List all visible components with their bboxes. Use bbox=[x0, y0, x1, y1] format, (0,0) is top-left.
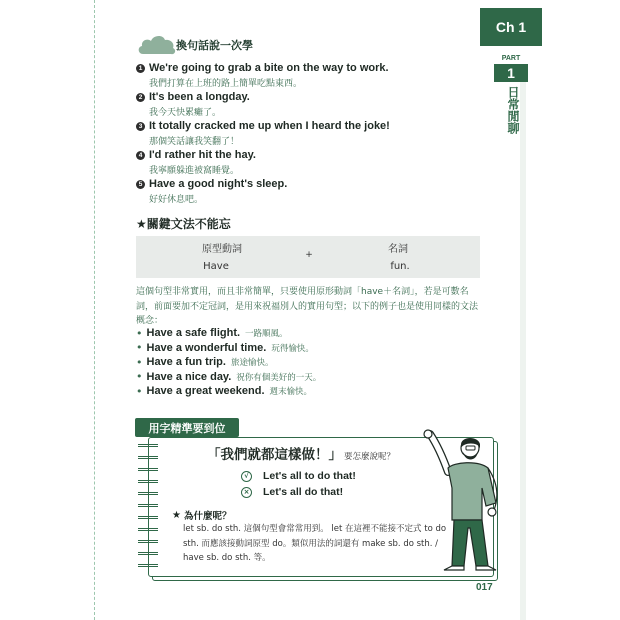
example-english: Have a fun trip. bbox=[146, 356, 226, 369]
number-badge: 1 bbox=[136, 64, 145, 73]
list-item bbox=[136, 384, 486, 399]
list-item bbox=[136, 91, 486, 120]
grammar-explanation: 這個句型非常實用，而且非常簡單，只要使用原形動詞「have＋名詞」，若是可數名詞，前面要加不定冠詞，是用來祝福別人的實用句型；以下的例子也是使用同樣的文法概念： bbox=[136, 287, 479, 326]
example-chinese: 一路順風。 bbox=[245, 329, 288, 340]
notebook-ring bbox=[138, 552, 158, 555]
grammar-col1-header: 原型動詞 bbox=[202, 244, 242, 255]
number-badge: 5 bbox=[136, 180, 145, 189]
section-title: 換句話說一次學 bbox=[176, 39, 253, 52]
example-english: Have a nice day. bbox=[146, 370, 232, 383]
list-item bbox=[136, 341, 486, 356]
sentence-english: It's been a longday. bbox=[149, 91, 250, 103]
example-chinese: 祝你有個美好的一天。 bbox=[236, 372, 322, 383]
part-stripe bbox=[520, 64, 526, 620]
sentence-list bbox=[136, 62, 486, 207]
list-item bbox=[136, 326, 486, 341]
notebook-ring bbox=[138, 504, 158, 507]
question-sub: 要怎麼說呢？ bbox=[344, 452, 396, 462]
number-badge: 3 bbox=[136, 122, 145, 131]
answer-correct bbox=[241, 470, 356, 482]
chapter-tab: Ch 1 bbox=[480, 8, 542, 46]
answer-wrong bbox=[241, 486, 343, 498]
section-heading-rephrase bbox=[137, 32, 253, 58]
example-list bbox=[136, 326, 486, 399]
part-title: 日常閒聊 bbox=[506, 86, 520, 134]
notebook-ring bbox=[138, 444, 158, 447]
list-item bbox=[136, 178, 486, 207]
cross-icon: × bbox=[241, 487, 252, 498]
list-item bbox=[136, 62, 486, 91]
list-item bbox=[136, 370, 486, 385]
notebook-ring bbox=[138, 564, 158, 567]
part-number: 1 bbox=[494, 64, 528, 82]
why-label: 為什麼呢？ bbox=[183, 511, 232, 522]
example-chinese: 玩得愉快。 bbox=[271, 343, 314, 354]
star-icon: ★ bbox=[172, 509, 181, 521]
list-item bbox=[136, 120, 486, 149]
grammar-col2-value: fun. bbox=[390, 261, 410, 272]
sentence-english: We're going to grab a bite on the way to work. bbox=[149, 62, 389, 74]
bullet-icon: • bbox=[136, 355, 143, 369]
notebook-ring bbox=[138, 456, 158, 459]
sentence-english: I'd rather hit the hay. bbox=[149, 149, 256, 161]
sentence-chinese: 我寧願躲進被窩睡覺。 bbox=[149, 166, 240, 176]
part-label: PART bbox=[501, 55, 521, 62]
notebook-ring bbox=[138, 492, 158, 495]
sentence-chinese: 好好休息吧。 bbox=[149, 195, 204, 205]
grammar-col1-value: Have bbox=[203, 261, 229, 272]
answer-correct-text: Let's all to do that! bbox=[263, 470, 356, 482]
usage-explanation: let sb. do sth. 這個句型會常常用到。 let 在這裡不能接不定式 to do sth. 而應該接動詞原型 do。類似用法的詞還有 make sb. do sth. / have sb. do sth. 等。 bbox=[183, 524, 447, 563]
grammar-title: ★關鍵文法不能忘 bbox=[136, 217, 231, 231]
sentence-chinese: 我今天快累癱了。 bbox=[149, 108, 222, 118]
plus-sign: + bbox=[305, 250, 313, 260]
example-english: Have a great weekend. bbox=[146, 385, 265, 398]
grammar-col2-header: 名詞 bbox=[388, 244, 408, 255]
gesturing-man-illustration bbox=[408, 428, 504, 578]
example-chinese: 旅途愉快。 bbox=[230, 358, 274, 369]
grammar-table bbox=[136, 236, 480, 278]
usage-question bbox=[207, 443, 395, 463]
bullet-icon: • bbox=[136, 326, 143, 340]
list-item bbox=[136, 355, 486, 370]
example-english: Have a wonderful time. bbox=[146, 341, 267, 354]
cloud-icon bbox=[137, 32, 177, 58]
bullet-icon: • bbox=[136, 384, 143, 398]
example-chinese: 週末愉快。 bbox=[269, 387, 313, 398]
sentence-chinese: 那個笑話讓我笑翻了！ bbox=[149, 137, 240, 147]
notebook-ring bbox=[138, 480, 158, 483]
sentence-english: Have a good night's sleep. bbox=[149, 178, 288, 190]
check-icon: √ bbox=[241, 471, 252, 482]
sentence-english: It totally cracked me up when I heard the joke! bbox=[149, 120, 390, 132]
why-heading bbox=[172, 508, 231, 522]
notebook-ring bbox=[138, 516, 158, 519]
sentence-chinese: 我們打算在上班的路上簡單吃點東西。 bbox=[149, 79, 303, 89]
number-badge: 4 bbox=[136, 151, 145, 160]
list-item bbox=[136, 149, 486, 178]
number-badge: 2 bbox=[136, 93, 145, 102]
page-number: 017 bbox=[476, 582, 493, 593]
notebook-ring bbox=[138, 540, 158, 543]
bullet-icon: • bbox=[136, 370, 143, 384]
answer-wrong-text: Let's all do that! bbox=[263, 486, 344, 498]
notebook-ring bbox=[138, 528, 158, 531]
notebook-ring bbox=[138, 468, 158, 471]
example-english: Have a safe flight. bbox=[146, 327, 241, 340]
page-spine-line bbox=[94, 0, 95, 620]
bullet-icon: • bbox=[136, 341, 143, 355]
usage-section-tag: 用字精準要到位 bbox=[135, 418, 239, 437]
question-main: 「我們就都這樣做！」 bbox=[207, 447, 342, 463]
